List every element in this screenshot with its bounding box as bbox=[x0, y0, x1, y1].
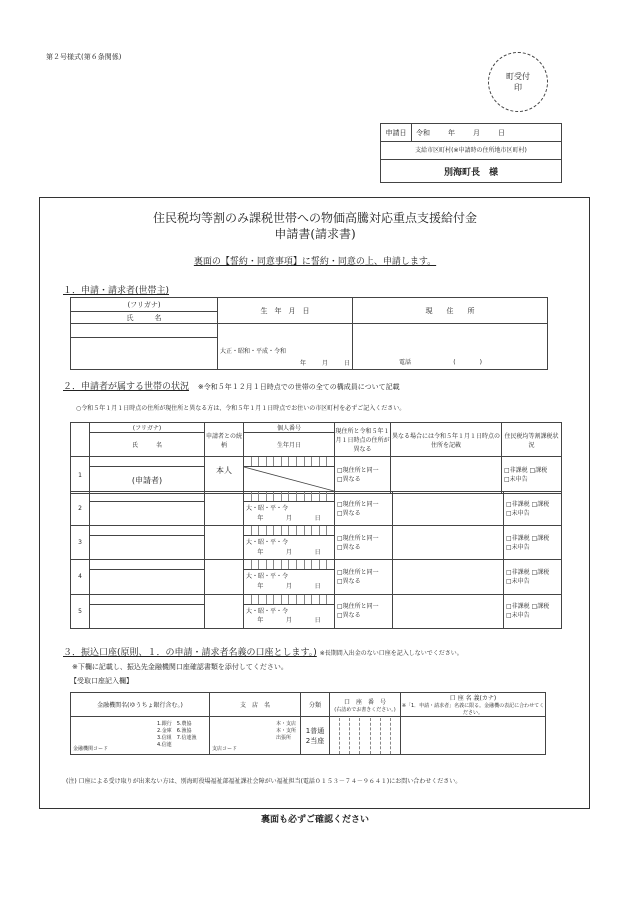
row-other-address[interactable] bbox=[393, 560, 504, 594]
dob-day: 日 bbox=[314, 582, 321, 590]
row-name[interactable] bbox=[90, 502, 205, 526]
row-same-address[interactable] bbox=[335, 594, 393, 628]
opt-undeclared[interactable]: □未申告 bbox=[506, 509, 530, 517]
h-other-address: 異なる場合には令和５年１月１日時点の住所を記載 bbox=[391, 423, 502, 457]
holder-header bbox=[401, 693, 546, 717]
form-reference: 第２号様式(第６条関係) bbox=[46, 53, 122, 61]
row-name[interactable]: (申請者) bbox=[90, 467, 205, 494]
diagonal-slash bbox=[244, 467, 334, 491]
row-same-address[interactable] bbox=[335, 560, 393, 594]
municipality-line: 支給市区町村(※申請時の住所地市区町村) bbox=[415, 146, 527, 154]
opt-tax[interactable]: □課税 bbox=[531, 603, 550, 611]
opt-nontax[interactable]: □非課税 bbox=[506, 603, 530, 611]
dob-year: 年 bbox=[299, 359, 306, 367]
section2-heading-note: ※令和５年１２月１日時点での世帯の全ての構成員について記載 bbox=[197, 383, 400, 391]
dob-year: 年 bbox=[257, 548, 264, 556]
opt-tax[interactable]: □課税 bbox=[529, 467, 548, 474]
bank-header: 金融機関名(ゆうちょ銀行含む。) bbox=[71, 693, 210, 717]
opt-undeclared[interactable]: □未申告 bbox=[506, 612, 530, 620]
opt-diff[interactable]: □異なる bbox=[337, 543, 361, 551]
section2-heading-wrap bbox=[63, 379, 400, 392]
row-tax-status[interactable] bbox=[504, 594, 562, 628]
date-day[interactable]: 日 bbox=[498, 128, 505, 137]
row-furigana[interactable] bbox=[90, 492, 205, 502]
bank-type-options: 1.銀行 5.農協 2.金庫 6.漁協 3.信組 7.信連漁 4.信連 bbox=[157, 721, 197, 748]
dob-month: 月 bbox=[285, 582, 292, 590]
date-era: 令和 bbox=[416, 128, 430, 137]
era-short: 大・昭・平・令 bbox=[246, 607, 289, 615]
opt-diff[interactable]: □異なる bbox=[337, 509, 361, 517]
row-tax-status[interactable] bbox=[504, 560, 562, 594]
row-tax-status[interactable] bbox=[504, 492, 562, 526]
row-same-address[interactable] bbox=[335, 492, 393, 526]
row-name[interactable] bbox=[90, 536, 205, 560]
row-relation[interactable]: 本人 bbox=[205, 457, 244, 494]
row-relation[interactable] bbox=[205, 594, 244, 628]
holder-note: ※「1．申請・請求者」名義に限る。金融機の表記に合わせてください。 bbox=[401, 703, 545, 716]
row-no: 2 bbox=[71, 492, 90, 526]
bank-code-label: 金融機関コード bbox=[73, 746, 109, 752]
era-short: 大・昭・平・令 bbox=[246, 573, 289, 581]
h-id: 個人番号 bbox=[244, 423, 335, 433]
account-holder-input[interactable] bbox=[401, 717, 546, 755]
row-id[interactable] bbox=[244, 594, 335, 604]
opt-tax[interactable]: □課税 bbox=[531, 534, 550, 542]
bank-account-table bbox=[70, 692, 546, 755]
row-furigana[interactable] bbox=[90, 560, 205, 570]
account-sub: (右詰めでお書きください。) bbox=[334, 706, 396, 713]
row-relation[interactable] bbox=[205, 526, 244, 560]
opt-tax[interactable]: □課税 bbox=[531, 500, 550, 508]
row-relation[interactable] bbox=[205, 560, 244, 594]
row-tax-status[interactable] bbox=[502, 457, 562, 494]
account-subheading: 【受取口座記入欄】 bbox=[70, 677, 133, 685]
row-dob[interactable] bbox=[244, 570, 335, 594]
row-dob[interactable] bbox=[244, 604, 335, 628]
opt-nontax[interactable]: □非課税 bbox=[506, 568, 530, 576]
dob-day: 日 bbox=[343, 359, 350, 367]
row-no: 3 bbox=[71, 526, 90, 560]
dob-day: 日 bbox=[314, 514, 321, 522]
branch-type-options: 本・支店 本・支所 出張所 bbox=[275, 721, 296, 741]
row-id[interactable] bbox=[244, 492, 335, 502]
h-name: 氏 名 bbox=[90, 433, 205, 457]
row-furigana[interactable] bbox=[90, 526, 205, 536]
account-type-options[interactable]: 1普通 2当座 bbox=[301, 717, 330, 755]
h-same-address: 現住所と令和５年１月１日時点の住所が異なる bbox=[335, 423, 391, 457]
row-dob-slashed[interactable] bbox=[244, 467, 335, 494]
holder-label: 口 座 名 義(カナ) bbox=[449, 695, 497, 702]
section2-heading: ２．申請者が属する世帯の状況 bbox=[63, 382, 190, 392]
row-dob[interactable] bbox=[244, 536, 335, 560]
account-number-input[interactable] bbox=[330, 717, 401, 755]
dob-month: 月 bbox=[285, 548, 292, 556]
opt-same[interactable]: □現住所と同一 bbox=[337, 467, 379, 474]
row-name[interactable] bbox=[90, 604, 205, 628]
section2-note: ○令和５年１月１日時点の住所が現住所と異なる方は、令和５年１月１日時点でお住いの市区町村を必ずご記入ください。 bbox=[76, 405, 406, 412]
row-no: 4 bbox=[71, 560, 90, 594]
addressee: 別海町長 様 bbox=[443, 167, 498, 178]
form-subtitle: 申請書(請求書) bbox=[274, 227, 356, 241]
branch-code-label: 支店コード bbox=[212, 746, 238, 752]
row-tax-status[interactable] bbox=[504, 526, 562, 560]
bottom-note: 裏面も必ずご確認ください bbox=[260, 815, 369, 825]
row-other-address[interactable] bbox=[393, 526, 504, 560]
furigana-header: (フリガナ) bbox=[71, 298, 218, 312]
type-header: 分類 bbox=[301, 693, 330, 717]
reception-stamp bbox=[488, 52, 548, 112]
dob-header: 生 年 月 日 bbox=[218, 298, 353, 324]
row-same-address[interactable] bbox=[335, 457, 391, 494]
dob-year: 年 bbox=[257, 514, 264, 522]
opt-nontax[interactable]: □非課税 bbox=[506, 500, 530, 508]
phone-label: 電話 bbox=[399, 358, 412, 366]
era-short: 大・昭・平・令 bbox=[246, 539, 289, 547]
dob-year: 年 bbox=[257, 582, 264, 590]
opt-same[interactable]: □現住所と同一 bbox=[337, 500, 379, 508]
form-title: 住民税均等割のみ課税世帯への物価高騰対応重点支援給付金 bbox=[152, 211, 477, 225]
opt-undeclared[interactable]: □未申告 bbox=[506, 577, 530, 585]
section3-note: ※下欄に記載し、振込先金融機関口座確認書類を添付してください。 bbox=[72, 663, 288, 671]
opt-undeclared[interactable]: □未申告 bbox=[504, 476, 528, 483]
opt-tax[interactable]: □課税 bbox=[531, 568, 550, 576]
section1-heading: １．申請・請求者(世帯主) bbox=[63, 286, 170, 296]
dob-day: 日 bbox=[314, 617, 321, 625]
opt-diff[interactable]: □異なる bbox=[337, 612, 361, 620]
row-no: 1 bbox=[71, 457, 90, 494]
dob-month: 月 bbox=[321, 359, 328, 367]
opt-nontax[interactable]: □非課税 bbox=[504, 467, 528, 474]
era-short: 大・昭・平・令 bbox=[246, 505, 289, 512]
row-other-address[interactable] bbox=[393, 492, 504, 526]
applicant-table bbox=[70, 297, 548, 370]
account-header bbox=[330, 693, 401, 717]
date-year[interactable]: 年 bbox=[448, 128, 455, 137]
address-header: 現 住 所 bbox=[353, 298, 548, 324]
row-id[interactable] bbox=[244, 457, 335, 467]
row-relation[interactable] bbox=[205, 492, 244, 526]
section3-heading-note: ※長期間入出金のない口座を記入しないでください。 bbox=[319, 650, 463, 657]
name-input[interactable] bbox=[71, 338, 218, 370]
h-relation: 申請者との続柄 bbox=[205, 423, 244, 457]
era-options: 大正・昭和・平成・令和 bbox=[220, 347, 287, 355]
dob-month: 月 bbox=[285, 617, 292, 625]
branch-input[interactable] bbox=[210, 717, 301, 755]
date-month[interactable]: 月 bbox=[473, 128, 480, 137]
h-tax-status: 住民税均等割課税状況 bbox=[502, 423, 562, 457]
h-furigana: (フリガナ) bbox=[90, 423, 205, 433]
opt-nontax[interactable]: □非課税 bbox=[506, 534, 530, 542]
bank-input[interactable] bbox=[71, 717, 210, 755]
phone-parens: ( ) bbox=[453, 358, 482, 366]
h-dob: 生年月日 bbox=[244, 433, 335, 457]
opt-undeclared[interactable]: □未申告 bbox=[506, 543, 530, 551]
date-label: 申請日 bbox=[381, 124, 412, 141]
opt-same[interactable]: □現住所と同一 bbox=[337, 568, 379, 576]
dob-input[interactable] bbox=[218, 324, 353, 370]
row-other-address[interactable] bbox=[391, 457, 502, 494]
household-extra-rows bbox=[70, 491, 562, 629]
dob-day: 日 bbox=[314, 548, 321, 556]
row-furigana[interactable] bbox=[90, 457, 205, 467]
branch-header: 支 店 名 bbox=[210, 693, 301, 717]
section3-heading-wrap bbox=[63, 645, 463, 658]
row-other-address[interactable] bbox=[393, 594, 504, 628]
opt-same[interactable]: □現住所と同一 bbox=[337, 603, 379, 611]
stamp-line1: 町受付 bbox=[506, 72, 530, 81]
furigana-input[interactable] bbox=[71, 324, 218, 338]
name-header: 氏 名 bbox=[71, 312, 218, 324]
dob-month: 月 bbox=[285, 514, 292, 522]
household-rows-2-5 bbox=[70, 491, 562, 629]
address-input[interactable] bbox=[353, 324, 548, 370]
application-date-box bbox=[380, 123, 562, 183]
row-dob[interactable] bbox=[244, 502, 335, 526]
opt-diff[interactable]: □異なる bbox=[337, 577, 361, 585]
row-id[interactable] bbox=[244, 526, 335, 536]
section3-heading: ３．振込口座(原則、１．の申請・請求者名義の口座とします。) bbox=[63, 648, 317, 658]
row-name[interactable] bbox=[90, 570, 205, 594]
account-label: 口 座 番 号 bbox=[343, 698, 386, 706]
opt-same[interactable]: □現住所と同一 bbox=[337, 534, 379, 542]
footer-note: (注) 口座による受け取りが出来ない方は、別海町役場福祉部福祉課社会障がい福祉担当(電話０１５３－７４－９６４１)にお問い合わせください。 bbox=[66, 778, 462, 785]
household-table bbox=[70, 422, 562, 494]
row-no: 5 bbox=[71, 594, 90, 628]
row-same-address[interactable] bbox=[335, 526, 393, 560]
dob-year: 年 bbox=[257, 617, 264, 625]
consent-statement: 裏面の【誓約・同意事項】に誓約・同意の上、申請します。 bbox=[193, 257, 437, 267]
row-furigana[interactable] bbox=[90, 594, 205, 604]
stamp-line2: 印 bbox=[514, 83, 522, 92]
opt-diff[interactable]: □異なる bbox=[337, 476, 361, 483]
row-id[interactable] bbox=[244, 560, 335, 570]
